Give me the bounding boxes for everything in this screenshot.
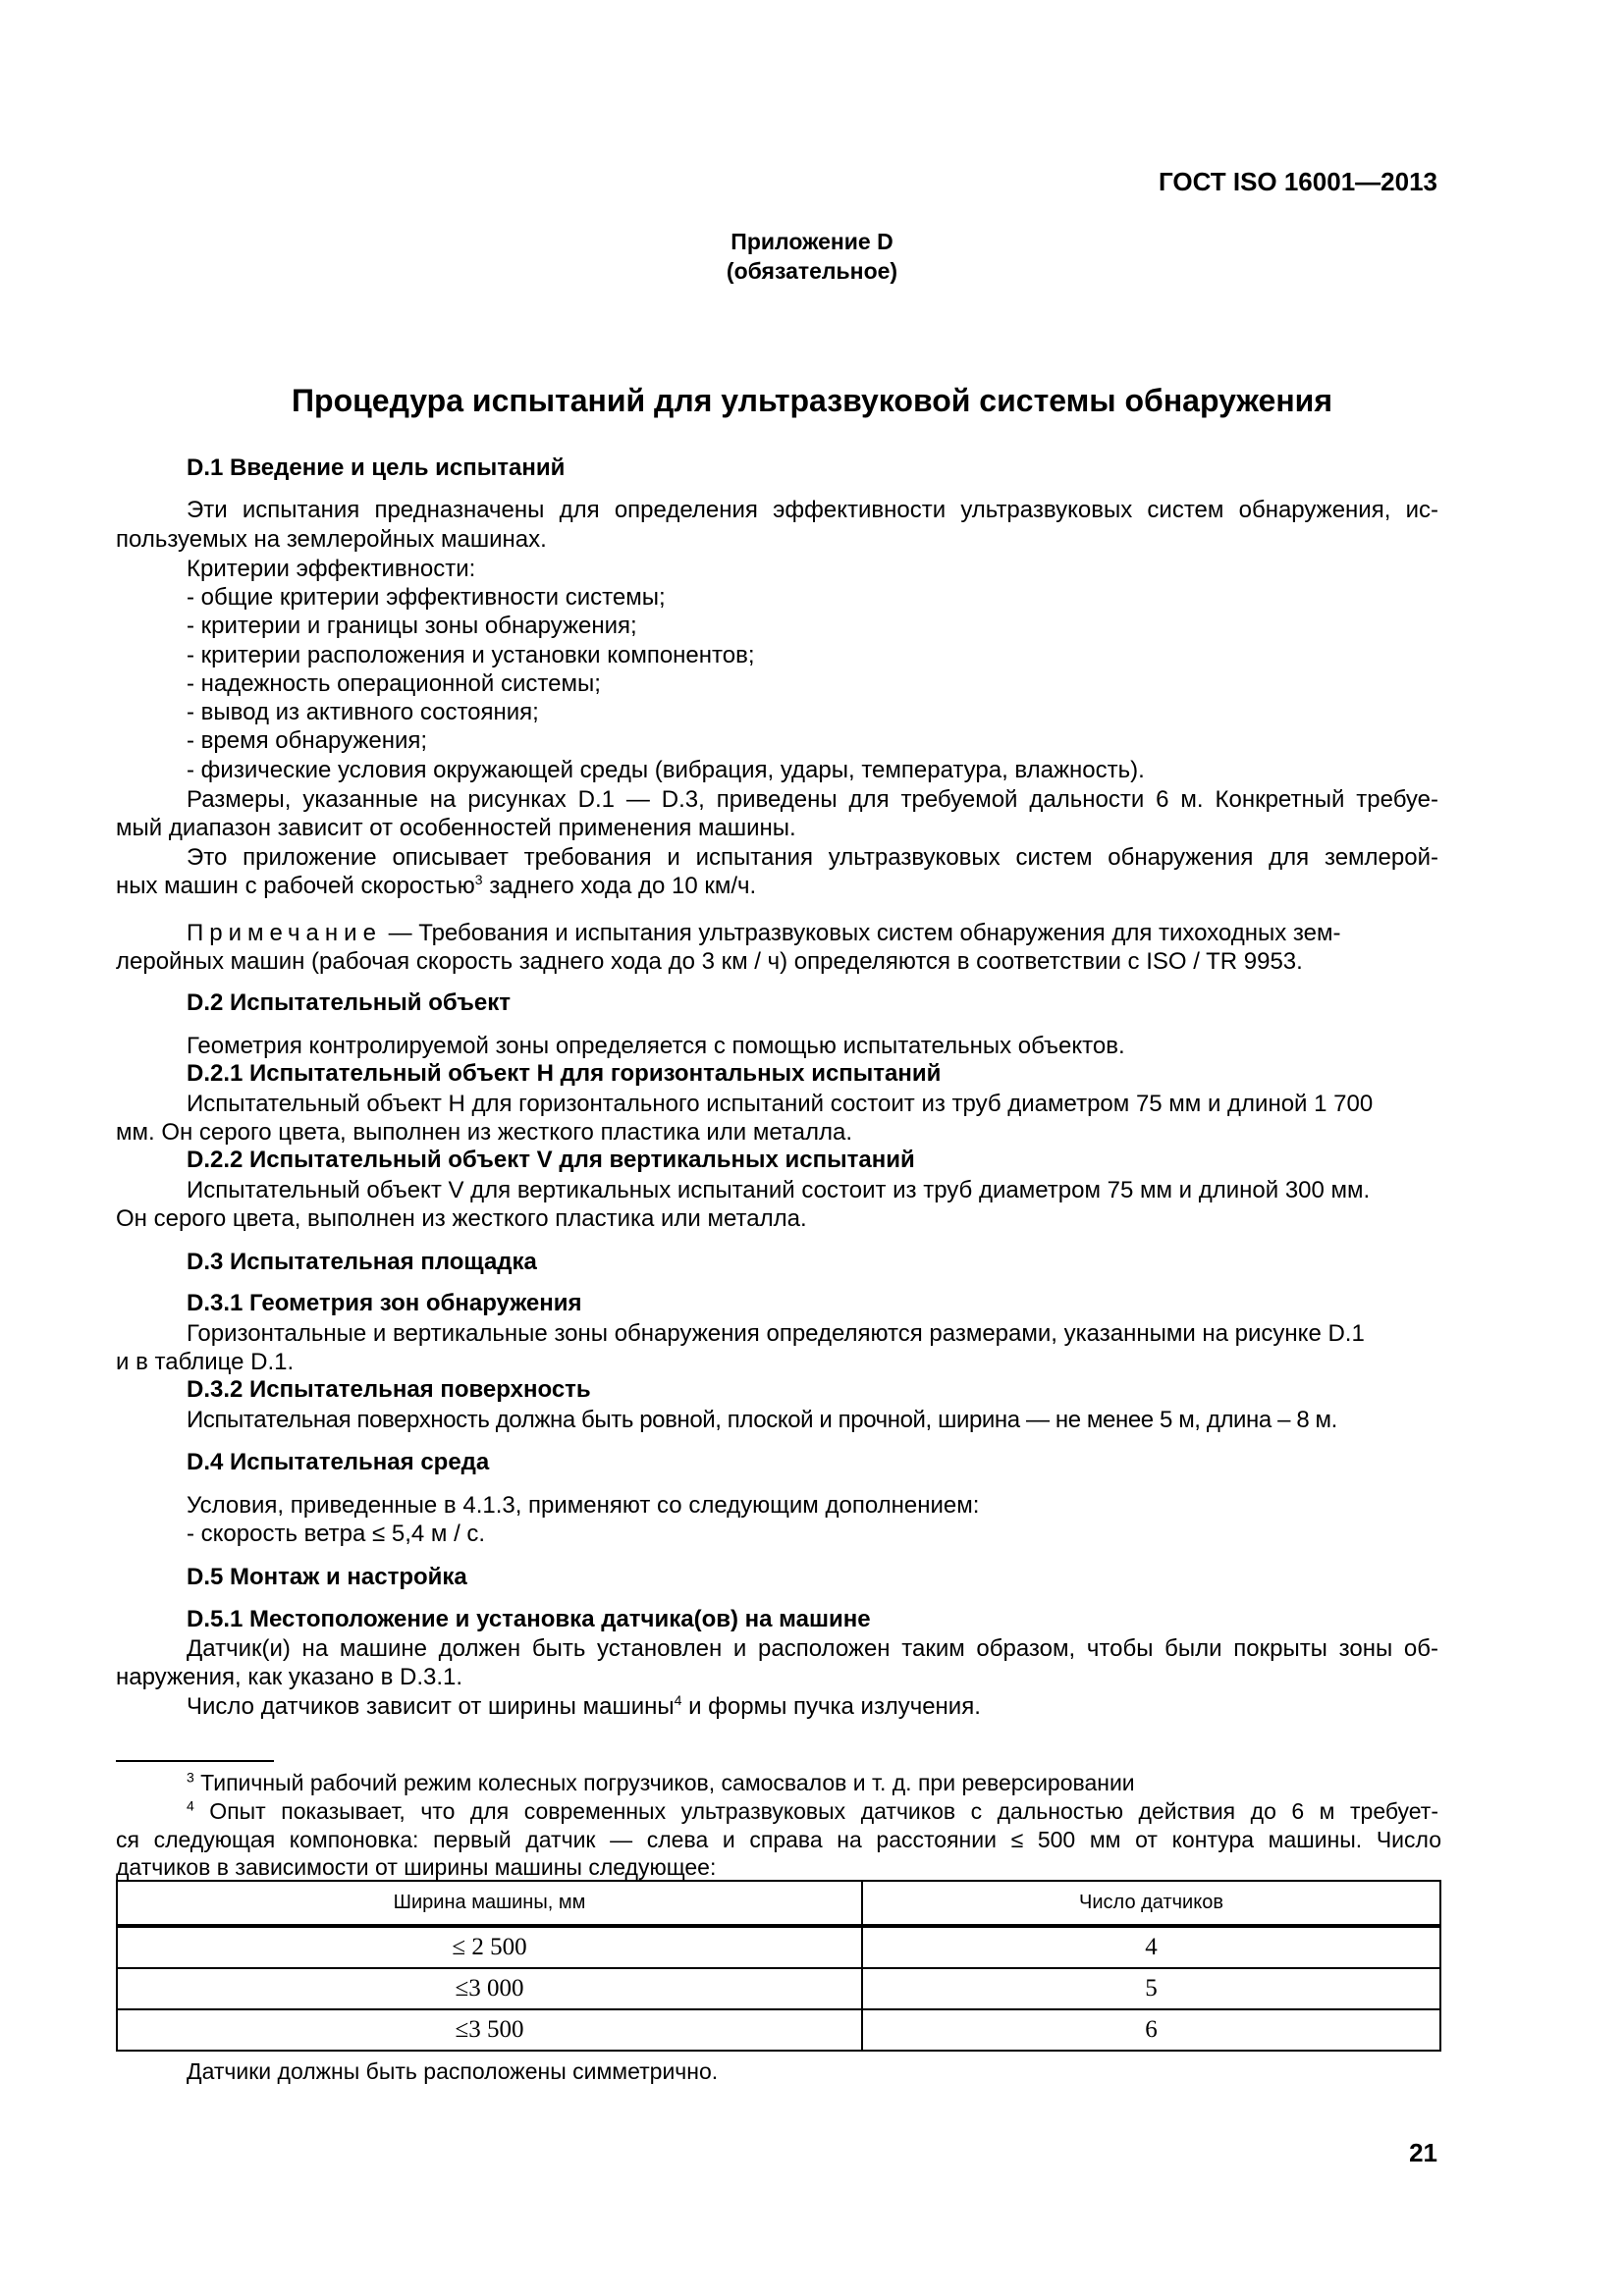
section-d32-heading: D.3.2 Испытательная поверхность xyxy=(187,1376,591,1403)
section-d21-heading: D.2.1 Испытательный объект H для горизонтальных испытаний xyxy=(187,1060,942,1087)
paragraph-line: и в таблице D.1. xyxy=(116,1349,295,1375)
paragraph-line: - скорость ветра ≤ 5,4 м / с. xyxy=(187,1521,486,1547)
section-d22-heading: D.2.2 Испытательный объект V для вертикальных испытаний xyxy=(187,1147,915,1173)
footnote-ref-4: 4 xyxy=(674,1692,682,1708)
paragraph-line: Условия, приведенные в 4.1.3, применяют со следующим дополнением: xyxy=(187,1492,980,1519)
paragraph-line: Геометрия контролируемой зоны определяется с помощью испытательных объектов. xyxy=(187,1033,1125,1059)
table-cell: ≤3 500 xyxy=(117,2009,862,2051)
standard-header: ГОСТ ISO 16001—2013 xyxy=(1158,167,1437,196)
paragraph-line: Это приложение описывает требования и испытания ультразвуковых систем обнаружения для землерой- xyxy=(187,844,1438,871)
column-header: Ширина машины, мм xyxy=(117,1881,862,1926)
section-d51-heading: D.5.1 Местоположение и установка датчика(ов) на машине xyxy=(187,1606,871,1632)
section-d5-heading: D.5 Монтаж и настройка xyxy=(187,1564,467,1590)
section-d1-heading: D.1 Введение и цель испытаний xyxy=(187,454,566,481)
footnote-4-line: ся следующая компоновка: первый датчик — слева и справа на расстоянии ≤ 500 мм от контура машины. Число xyxy=(116,1827,1441,1852)
section-d4-heading: D.4 Испытательная среда xyxy=(187,1449,490,1475)
paragraph-line: Размеры, указанные на рисунках D.1 — D.3, приведены для требуемой дальности 6 м. Конкретный требуе- xyxy=(187,786,1438,813)
table-header-row xyxy=(117,1881,1440,1926)
footnote-ref-3: 3 xyxy=(474,872,483,887)
criteria-item: - надежность операционной системы; xyxy=(187,670,601,697)
paragraph-line: Он серого цвета, выполнен из жесткого пластика или металла. xyxy=(116,1205,807,1232)
paragraph-line: Испытательный объект V для вертикальных испытаний состоит из труб диаметром 75 мм и длиной 300 мм. xyxy=(187,1177,1371,1203)
footnote-after-table: Датчики должны быть расположены симметрично. xyxy=(187,2058,719,2084)
paragraph-line: Испытательная поверхность должна быть ровной, плоской и прочной, ширина — не менее 5 м, длина – 8 м. xyxy=(187,1407,1337,1433)
note-line: леройных машин (рабочая скорость заднего хода до 3 км / ч) определяются в соответствии с ISO / TR 9953. xyxy=(116,948,1303,975)
paragraph-line: Горизонтальные и вертикальные зоны обнаружения определяются размерами, указанными на рисунке D.1 xyxy=(187,1320,1365,1347)
footnote-4-line: датчиков в зависимости от ширины машины следующее: xyxy=(116,1854,717,1880)
table-row xyxy=(117,1926,1440,1968)
criteria-item: - вывод из активного состояния; xyxy=(187,699,539,725)
paragraph-line: пользуемых на землеройных машинах. xyxy=(116,526,547,553)
table-cell: ≤ 2 500 xyxy=(117,1926,862,1968)
footnote-3: $^3$ Типичный рабочий режим колесных погрузчиков, самосвалов и т. д. при реверсировании xyxy=(187,1769,1135,1795)
paragraph-line: Число датчиков зависит от ширины машины$^4$ и формы пучка излучения. xyxy=(187,1692,981,1720)
column-header: Число датчиков xyxy=(862,1881,1440,1926)
paragraph-line: Эти испытания предназначены для определения эффективности ультразвуковых систем обнаружения, ис- xyxy=(187,497,1438,523)
page-title: Процедура испытаний для ультразвуковой системы обнаружения xyxy=(292,383,1332,418)
note-label: Примечание xyxy=(187,920,382,946)
footnote-separator xyxy=(116,1760,274,1762)
table-row xyxy=(117,2009,1440,2051)
section-d3-heading: D.3 Испытательная площадка xyxy=(187,1249,537,1275)
criteria-item: - общие критерии эффективности системы; xyxy=(187,584,666,611)
criteria-item: - критерии и границы зоны обнаружения; xyxy=(187,613,637,639)
criteria-item: - физические условия окружающей среды (вибрация, удары, температура, влажность). xyxy=(187,757,1145,783)
criteria-item: - критерии расположения и установки компонентов; xyxy=(187,642,755,668)
section-d31-heading: D.3.1 Геометрия зон обнаружения xyxy=(187,1290,582,1316)
sensor-count-table xyxy=(116,1880,1441,2052)
section-d2-heading: D.2 Испытательный объект xyxy=(187,989,511,1016)
criteria-item: - время обнаружения; xyxy=(187,727,428,754)
table-cell: 5 xyxy=(862,1968,1440,2009)
paragraph-line: Испытательный объект H для горизонтального испытаний состоит из труб диаметром 75 мм и длиной 1 700 xyxy=(187,1091,1374,1117)
note-line: Примечание — Требования и испытания ультразвуковых систем обнаружения для тихоходных зем- xyxy=(187,920,1341,946)
paragraph-line: ных машин с рабочей скоростью$^3$ заднего хода до 10 км/ч. xyxy=(116,872,757,899)
criteria-intro: Критерии эффективности: xyxy=(187,556,476,582)
table-cell: ≤3 000 xyxy=(117,1968,862,2009)
footnote-4: $^4$ Опыт показывает, что для современных ультразвуковых датчиков с дальностью действия до 6 м требует- xyxy=(187,1797,1438,1824)
paragraph-line: Датчик(и) на машине должен быть установлен и расположен таким образом, чтобы были покрыты зоны об- xyxy=(187,1635,1438,1662)
page-number: 21 xyxy=(1409,2138,1437,2167)
table-row xyxy=(117,1968,1440,2009)
appendix-title: Приложение D xyxy=(731,229,893,254)
paragraph-line: наружения, как указано в D.3.1. xyxy=(116,1664,463,1690)
paragraph-line: мм. Он серого цвета, выполнен из жесткого пластика или металла. xyxy=(116,1119,852,1146)
paragraph-line: мый диапазон зависит от особенностей применения машины. xyxy=(116,815,796,841)
table-cell: 4 xyxy=(862,1926,1440,1968)
table-cell: 6 xyxy=(862,2009,1440,2051)
appendix-status: (обязательное) xyxy=(726,258,898,284)
